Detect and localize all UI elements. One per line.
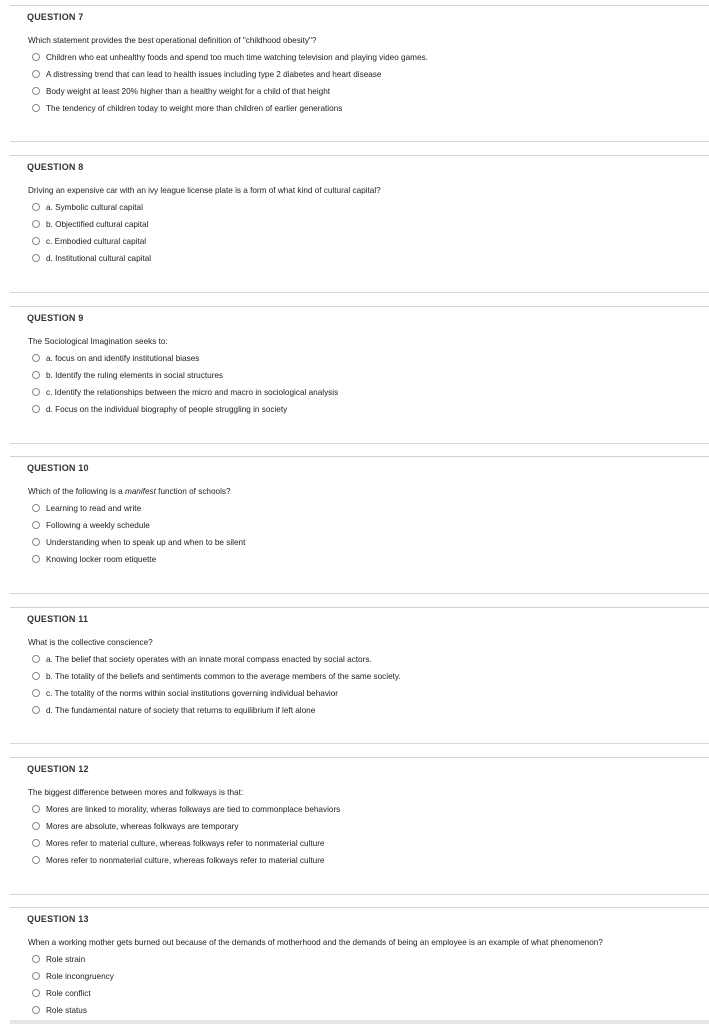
radio-button[interactable]	[32, 87, 40, 95]
radio-button[interactable]	[32, 955, 40, 963]
radio-button[interactable]	[32, 254, 40, 262]
question-header	[10, 306, 709, 329]
radio-button[interactable]	[32, 706, 40, 714]
radio-button[interactable]	[32, 354, 40, 362]
answer-option[interactable]	[32, 987, 91, 999]
question-header	[10, 456, 709, 479]
divider	[10, 141, 709, 142]
answer-option[interactable]	[32, 536, 245, 548]
option-label: Body weight at least 20% higher than a healthy weight for a child of that height	[46, 86, 331, 96]
radio-button[interactable]	[32, 989, 40, 997]
answer-option[interactable]	[32, 68, 381, 80]
radio-button[interactable]	[32, 972, 40, 980]
question-header	[10, 757, 709, 780]
divider	[10, 292, 709, 293]
radio-button[interactable]	[32, 504, 40, 512]
question-title: QUESTION 8	[27, 162, 84, 172]
answer-option[interactable]	[32, 837, 325, 849]
divider	[10, 443, 709, 444]
question-prompt: What is the collective conscience?	[28, 638, 153, 647]
answer-option[interactable]	[32, 704, 315, 716]
radio-button[interactable]	[32, 388, 40, 396]
option-label: d. Focus on the individual biography of people struggling in society	[46, 404, 288, 414]
option-label: The tendency of children today to weight more than children of earlier generations	[46, 103, 343, 113]
answer-option[interactable]	[32, 369, 223, 381]
answer-option[interactable]	[32, 653, 372, 665]
option-label: Mores refer to material culture, whereas folkways refer to nonmaterial culture	[46, 838, 325, 848]
option-label: c. The totality of the norms within social institutions governing individual behavior	[46, 688, 339, 698]
answer-option[interactable]	[32, 803, 340, 815]
option-label: d. Institutional cultural capital	[46, 253, 152, 263]
question-header	[10, 5, 709, 28]
radio-button[interactable]	[32, 672, 40, 680]
question-title: QUESTION 11	[27, 614, 89, 624]
answer-option[interactable]	[32, 51, 428, 63]
question-prompt: Which statement provides the best operational definition of "childhood obesity"?	[28, 36, 317, 45]
radio-button[interactable]	[32, 805, 40, 813]
option-label: Understanding when to speak up and when to be silent	[46, 537, 246, 547]
question-prompt: Driving an expensive car with an ivy league license plate is a form of what kind of cultural capital?	[28, 186, 381, 195]
prompt-emphasis: manifest	[124, 487, 156, 496]
option-label: Role incongruency	[46, 971, 114, 981]
answer-option[interactable]	[32, 854, 325, 866]
radio-button[interactable]	[32, 1006, 40, 1014]
answer-option[interactable]	[32, 953, 85, 965]
option-label: a. focus on and identify institutional biases	[46, 353, 200, 363]
radio-button[interactable]	[32, 839, 40, 847]
answer-option[interactable]	[32, 352, 199, 364]
option-label: Children who eat unhealthy foods and spend too much time watching television and playing video games.	[46, 52, 428, 62]
answer-option[interactable]	[32, 970, 114, 982]
question-title: QUESTION 9	[27, 313, 84, 323]
option-label: Mores refer to nonmaterial culture, whereas folkways refer to material culture	[46, 855, 325, 865]
option-label: Following a weekly schedule	[46, 520, 150, 530]
radio-button[interactable]	[32, 856, 40, 864]
radio-button[interactable]	[32, 70, 40, 78]
radio-button[interactable]	[32, 655, 40, 663]
bottom-edge	[10, 1020, 709, 1024]
answer-option[interactable]	[32, 670, 401, 682]
question-header	[10, 607, 709, 630]
answer-option[interactable]	[32, 252, 151, 264]
option-label: d. The fundamental nature of society that returns to equilibrium if left alone	[46, 705, 316, 715]
answer-option[interactable]	[32, 553, 156, 565]
option-label: Role strain	[46, 954, 86, 964]
prompt-text: function of schools?	[155, 487, 231, 496]
option-label: Role status	[46, 1005, 87, 1015]
radio-button[interactable]	[32, 371, 40, 379]
divider	[10, 743, 709, 744]
prompt-text: Which of the following is a	[28, 487, 125, 496]
divider	[10, 894, 709, 895]
option-label: Learning to read and write	[46, 503, 142, 513]
radio-button[interactable]	[32, 521, 40, 529]
answer-option[interactable]	[32, 201, 143, 213]
radio-button[interactable]	[32, 538, 40, 546]
answer-option[interactable]	[32, 820, 239, 832]
answer-option[interactable]	[32, 85, 330, 97]
option-label: b. The totality of the beliefs and sentiments common to the average members of the same society.	[46, 671, 401, 681]
question-header	[10, 907, 709, 930]
option-label: a. The belief that society operates with an innate moral compass enacted by social actors.	[46, 654, 372, 664]
answer-option[interactable]	[32, 235, 146, 247]
answer-option[interactable]	[32, 1004, 87, 1016]
divider	[10, 593, 709, 594]
answer-option[interactable]	[32, 218, 148, 230]
answer-option[interactable]	[32, 102, 342, 114]
radio-button[interactable]	[32, 237, 40, 245]
question-prompt: When a working mother gets burned out because of the demands of motherhood and the demands of being an employee is an example of what phenomenon?	[28, 938, 603, 947]
answer-option[interactable]	[32, 386, 338, 398]
question-title: QUESTION 13	[27, 914, 89, 924]
option-label: c. Identify the relationships between the micro and macro in sociological analysis	[46, 387, 339, 397]
question-title: QUESTION 7	[27, 12, 84, 22]
question-prompt: The Sociological Imagination seeks to:	[28, 337, 168, 346]
answer-option[interactable]	[32, 403, 287, 415]
radio-button[interactable]	[32, 53, 40, 61]
option-label: b. Objectified cultural capital	[46, 219, 149, 229]
radio-button[interactable]	[32, 104, 40, 112]
answer-option[interactable]	[32, 519, 150, 531]
option-label: Mores are absolute, whereas folkways are temporary	[46, 821, 239, 831]
radio-button[interactable]	[32, 555, 40, 563]
answer-option[interactable]	[32, 687, 338, 699]
question-header	[10, 155, 709, 178]
option-label: b. Identify the ruling elements in social structures	[46, 370, 224, 380]
option-label: Knowing locker room etiquette	[46, 554, 157, 564]
option-label: Mores are linked to morality, wheras folkways are tied to commonplace behaviors	[46, 804, 341, 814]
question-title: QUESTION 10	[27, 463, 89, 473]
radio-button[interactable]	[32, 405, 40, 413]
question-title: QUESTION 12	[27, 764, 89, 774]
question-prompt	[28, 487, 231, 496]
radio-button[interactable]	[32, 203, 40, 211]
option-label: A distressing trend that can lead to health issues including type 2 diabetes and heart disease	[46, 69, 382, 79]
question-prompt: The biggest difference between mores and folkways is that:	[28, 788, 244, 797]
radio-button[interactable]	[32, 220, 40, 228]
option-label: Role conflict	[46, 988, 91, 998]
radio-button[interactable]	[32, 689, 40, 697]
option-label: a. Symbolic cultural capital	[46, 202, 143, 212]
option-label: c. Embodied cultural capital	[46, 236, 147, 246]
radio-button[interactable]	[32, 822, 40, 830]
answer-option[interactable]	[32, 502, 141, 514]
